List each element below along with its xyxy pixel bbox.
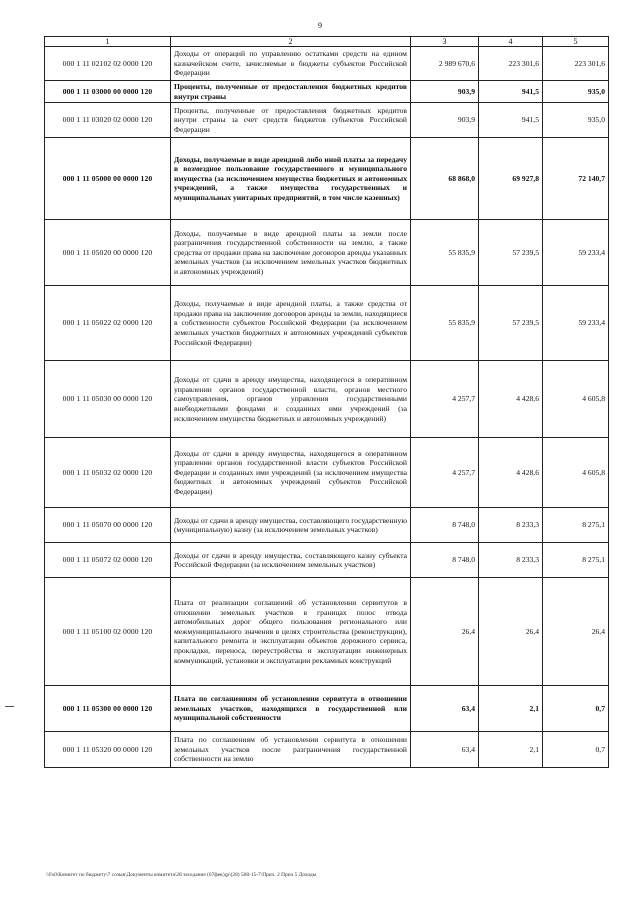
row-code: 000 1 11 05030 00 0000 120 xyxy=(45,361,171,438)
row-code: 000 1 11 02102 02 0000 120 xyxy=(45,47,171,81)
row-value-col4: 223 301,6 xyxy=(479,47,543,81)
row-value-col5: 4 605,8 xyxy=(543,361,609,438)
row-name: Плата от реализации соглашений об установлении сервитутов в отношении земельных участков в границах полос отвода автомобильных дорог общего пользования регионального или межмуниципального значения в целях строительства (реконструкции), капитального ремонта и эксплуатации объектов дорожного сервиса, прокладки, переноса, переустройства и эксплуатации инженерных коммуникаций, установки и эксплуатации рекламных конструкций xyxy=(171,578,411,686)
row-code: 000 1 11 05000 00 0000 120 xyxy=(45,138,171,220)
row-name: Доходы, получаемые в виде арендной платы, а также средства от продажи права на заключение договоров аренды за земли, находящиеся в собственности субъектов Российской Федерации (за исключением земельных участков бюджетных и автономных учреждений субъектов Российской Федерации) xyxy=(171,286,411,361)
row-value-col4: 4 428,6 xyxy=(479,361,543,438)
row-value-col5: 4 605,8 xyxy=(543,438,609,508)
row-value-col3: 63,4 xyxy=(411,686,479,732)
row-code: 000 1 11 05020 00 0000 120 xyxy=(45,220,171,286)
row-value-col3: 68 868,0 xyxy=(411,138,479,220)
row-name: Доходы от операций по управлению остатками средств на едином казначейском счете, зачисляемые в бюджеты субъектов Российской Федерации xyxy=(171,47,411,81)
row-value-col5: 0,7 xyxy=(543,686,609,732)
row-code: 000 1 11 05100 02 0000 120 xyxy=(45,578,171,686)
row-code: 000 1 11 05320 00 0000 120 xyxy=(45,732,171,768)
row-name: Доходы от сдачи в аренду имущества, составляющего казну субъекта Российской Федерации (за исключением земельных участков) xyxy=(171,543,411,578)
table-row xyxy=(45,686,609,732)
row-value-col3: 26,4 xyxy=(411,578,479,686)
row-code: 000 1 11 05300 00 0000 120 xyxy=(45,686,171,732)
row-value-col3: 903,9 xyxy=(411,103,479,138)
header-cell-3: 3 xyxy=(411,37,479,47)
row-value-col3: 4 257,7 xyxy=(411,361,479,438)
row-value-col5: 8 275,1 xyxy=(543,543,609,578)
row-name: Проценты, полученные от предоставления бюджетных кредитов внутри страны за счет средств бюджетов субъектов Российской Федерации xyxy=(171,103,411,138)
table-row xyxy=(45,286,609,361)
table-row xyxy=(45,47,609,81)
file-path-footer: \\Fs0\Комитет по бюджету\7 созыв\Документы комитета\28 заседание (07фев'др\(28) 508-15-7\Прил. 2 Прил 5 Доходы xyxy=(46,872,317,878)
row-value-col5: 26,4 xyxy=(543,578,609,686)
row-code: 000 1 11 03000 00 0000 120 xyxy=(45,81,171,103)
row-name: Доходы, получаемые в виде арендной платы за земли после разграничения государственной собственности на землю, а также средства от продажи права на заключение договоров аренды указанных земельных участков (за исключением земельных участков бюджетных и автономных учреждений) xyxy=(171,220,411,286)
table-row xyxy=(45,732,609,768)
row-value-col4: 69 927,8 xyxy=(479,138,543,220)
row-value-col4: 941,5 xyxy=(479,81,543,103)
row-name: Плата по соглашениям об установлении сервитута в отношении земельных участков, находящихся в государственной или муниципальной собственности xyxy=(171,686,411,732)
row-value-col4: 941,5 xyxy=(479,103,543,138)
margin-mark xyxy=(5,706,14,707)
row-value-col4: 57 239,5 xyxy=(479,286,543,361)
table-header-row xyxy=(45,37,609,47)
row-value-col5: 59 233,4 xyxy=(543,286,609,361)
row-name: Доходы от сдачи в аренду имущества, находящегося в оперативном управлении органов государственной власти, органов местного самоуправления, органов управления государственными внебюджетными фондами и созданных ими учреждений (за исключением имущества бюджетных и автономных учреждений) xyxy=(171,361,411,438)
table-row xyxy=(45,103,609,138)
row-value-col5: 59 233,4 xyxy=(543,220,609,286)
header-cell-2: 2 xyxy=(171,37,411,47)
row-name: Плата по соглашениям об установлении сервитута в отношении земельных участков после разграничения государственной собственности на землю xyxy=(171,732,411,768)
row-code: 000 1 11 05070 00 0000 120 xyxy=(45,508,171,543)
revenue-table xyxy=(44,36,609,768)
row-code: 000 1 11 03020 02 0000 120 xyxy=(45,103,171,138)
table-row xyxy=(45,361,609,438)
row-value-col4: 8 233,3 xyxy=(479,543,543,578)
row-code: 000 1 11 05032 02 0000 120 xyxy=(45,438,171,508)
row-name: Проценты, полученные от предоставления бюджетных кредитов внутри страны xyxy=(171,81,411,103)
row-name: Доходы, получаемые в виде арендной либо иной платы за передачу в возмездное пользование государственного и муниципального имущества (за исключением имущества бюджетных и автономных учреждений, а также имущества государственных и муниципальных унитарных предприятий, в том числе казенных) xyxy=(171,138,411,220)
row-value-col5: 72 140,7 xyxy=(543,138,609,220)
header-cell-1: 1 xyxy=(45,37,171,47)
row-value-col5: 223 301,6 xyxy=(543,47,609,81)
table-row xyxy=(45,543,609,578)
row-value-col4: 4 428,6 xyxy=(479,438,543,508)
table-row xyxy=(45,578,609,686)
table-row xyxy=(45,438,609,508)
header-cell-4: 4 xyxy=(479,37,543,47)
row-value-col3: 903,9 xyxy=(411,81,479,103)
row-name: Доходы от сдачи в аренду имущества, находящегося в оперативном управлении органов государственной власти субъектов Российской Федерации и созданных ими учреждений (за исключением имущества бюджетных и автономных учреждений субъектов Российской Федерации) xyxy=(171,438,411,508)
row-value-col3: 55 835,9 xyxy=(411,286,479,361)
row-value-col4: 8 233,3 xyxy=(479,508,543,543)
table-row xyxy=(45,508,609,543)
row-value-col3: 55 835,9 xyxy=(411,220,479,286)
row-value-col4: 2,1 xyxy=(479,732,543,768)
row-value-col5: 0,7 xyxy=(543,732,609,768)
table-row xyxy=(45,220,609,286)
row-code: 000 1 11 05022 02 0000 120 xyxy=(45,286,171,361)
header-cell-5: 5 xyxy=(543,37,609,47)
row-value-col3: 63,4 xyxy=(411,732,479,768)
row-value-col4: 26,4 xyxy=(479,578,543,686)
row-value-col4: 57 239,5 xyxy=(479,220,543,286)
row-code: 000 1 11 05072 02 0000 120 xyxy=(45,543,171,578)
row-name: Доходы от сдачи в аренду имущества, составляющего государственную (муниципальную) казну (за исключением земельных участков) xyxy=(171,508,411,543)
row-value-col4: 2,1 xyxy=(479,686,543,732)
row-value-col3: 2 989 670,6 xyxy=(411,47,479,81)
revenue-table-body xyxy=(45,37,609,768)
page-number: 9 xyxy=(318,21,322,30)
table-row xyxy=(45,138,609,220)
table-row xyxy=(45,81,609,103)
row-value-col5: 935,0 xyxy=(543,103,609,138)
row-value-col3: 8 748,0 xyxy=(411,508,479,543)
row-value-col5: 8 275,1 xyxy=(543,508,609,543)
row-value-col3: 8 748,0 xyxy=(411,543,479,578)
row-value-col3: 4 257,7 xyxy=(411,438,479,508)
row-value-col5: 935,0 xyxy=(543,81,609,103)
